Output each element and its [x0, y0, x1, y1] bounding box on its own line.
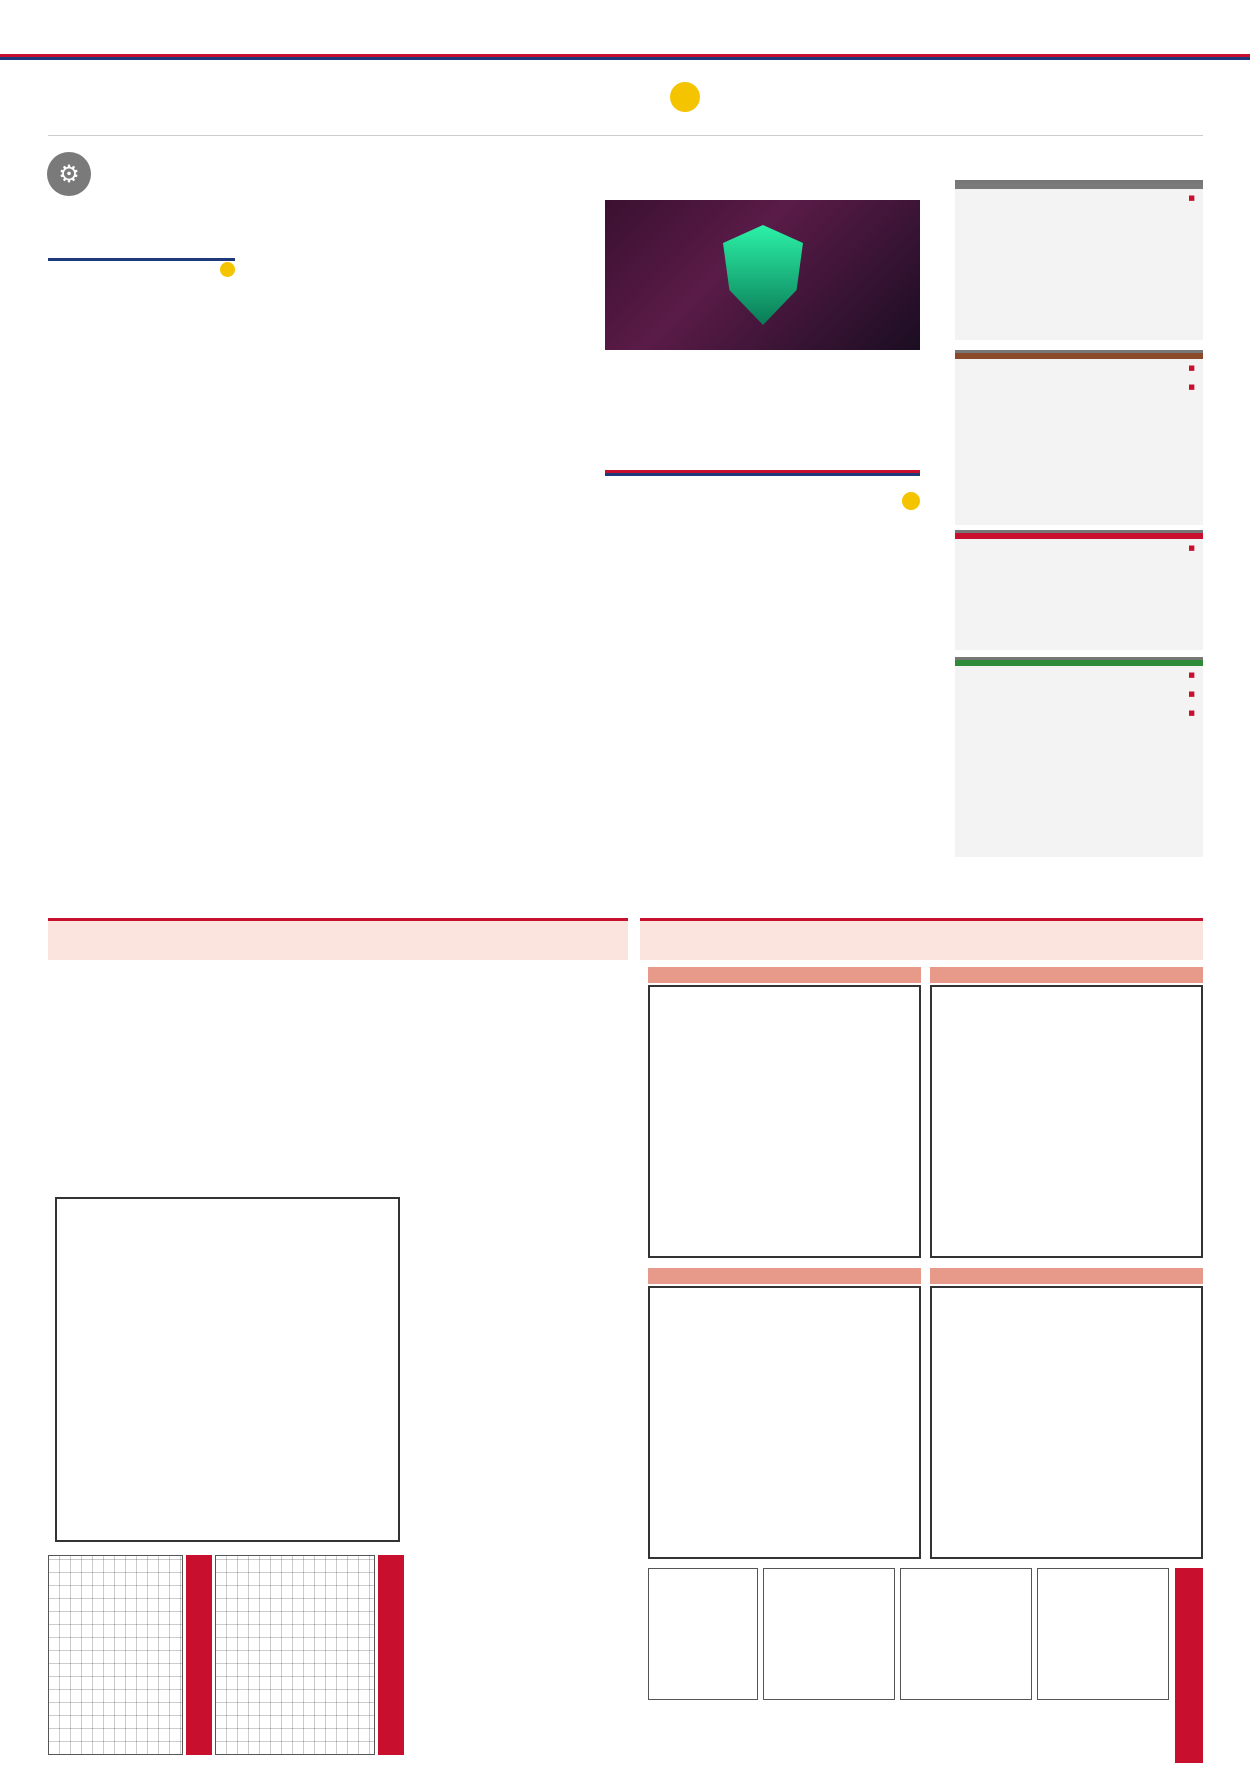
- hero-image: [605, 200, 920, 350]
- sudoku-header: [640, 918, 1203, 960]
- sun-icon: [670, 82, 700, 112]
- box-item: [955, 378, 1203, 397]
- solution-tab: [186, 1555, 212, 1755]
- sudoku-grid-hard[interactable]: [930, 1286, 1203, 1559]
- article-kicker: [896, 492, 920, 510]
- blue-rule: [605, 473, 920, 476]
- crossword-grid[interactable]: [55, 1197, 400, 1542]
- sudoku-grid-very-hard[interactable]: [648, 1286, 921, 1559]
- box-galaxy: [955, 530, 1203, 650]
- dot-icon: [220, 262, 235, 277]
- dot-icon: [902, 492, 920, 510]
- crossword-solution-normal: [215, 1555, 375, 1755]
- sudoku-grid-easy[interactable]: [930, 985, 1203, 1258]
- box-item: [955, 685, 1203, 704]
- box-item: [955, 359, 1203, 378]
- sudoku-solution-grid: [1037, 1568, 1169, 1700]
- sudoku-grid-medium[interactable]: [648, 985, 921, 1258]
- level-very-hard: [648, 1268, 921, 1284]
- side-article-text: [48, 330, 235, 860]
- box-short-tech: [955, 350, 1203, 525]
- sudoku-solution-grid: [763, 1568, 895, 1700]
- box-item: [955, 666, 1203, 685]
- solution-tab: [378, 1555, 404, 1755]
- level-hard: [930, 1268, 1203, 1284]
- crossword-solution-special: [48, 1555, 183, 1755]
- level-easy: [930, 967, 1203, 983]
- sudoku-solution-grid: [648, 1568, 758, 1700]
- box-item: [955, 189, 1203, 208]
- newspaper-logo: [600, 76, 730, 121]
- divider: [48, 135, 1203, 136]
- solution-tab: [1175, 1568, 1203, 1763]
- gear-icon: ⚙: [47, 152, 91, 196]
- box-ai: [955, 657, 1203, 857]
- article-col-3: [245, 200, 415, 860]
- top-rule: [0, 0, 1250, 60]
- shield-icon: [723, 225, 803, 325]
- sudoku-solution-grid: [900, 1568, 1032, 1700]
- special-clues-top: [48, 975, 403, 1175]
- level-medium: [648, 967, 921, 983]
- box-item: [955, 539, 1203, 558]
- box-fava: [955, 180, 1203, 340]
- article-col-1: [605, 672, 920, 862]
- crossword-header: [48, 918, 628, 960]
- article-col-2: [425, 200, 595, 860]
- box-item: [955, 704, 1203, 723]
- side-kicker: [140, 262, 235, 277]
- rule: [48, 258, 235, 261]
